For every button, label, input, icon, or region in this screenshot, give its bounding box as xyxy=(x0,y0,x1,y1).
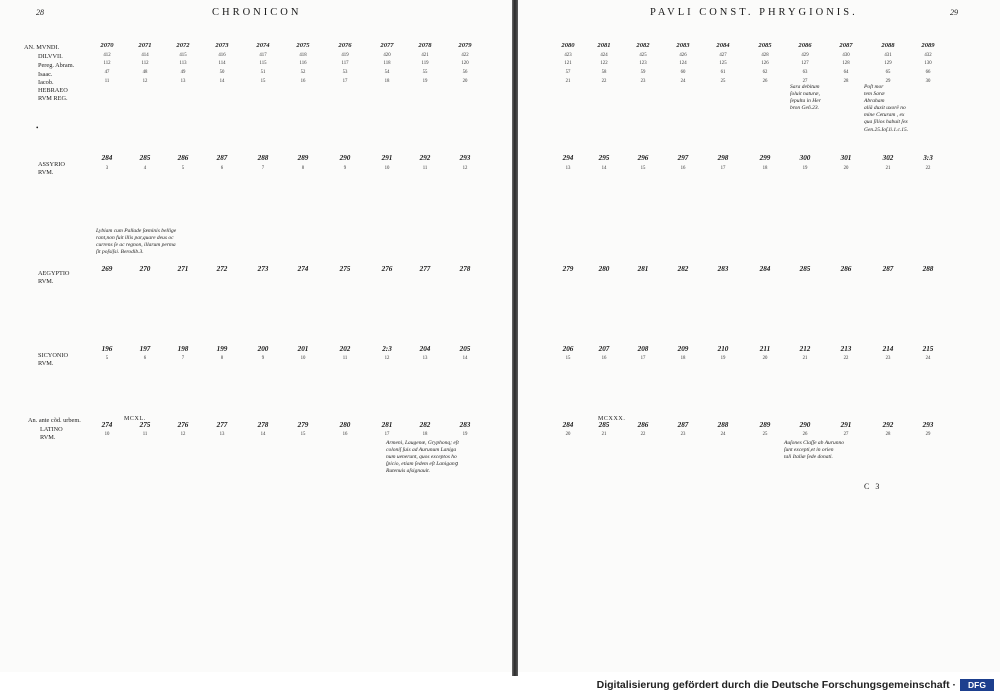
mundi-years-cell: 2070 xyxy=(100,42,114,49)
sicyon-reign-cell: 18 xyxy=(680,356,686,361)
latin-reign-cell: 27 xyxy=(843,432,849,437)
iacob-years-cell: 23 xyxy=(640,79,646,84)
assyrian-reign-cell: 13 xyxy=(565,166,571,171)
printed-mark: • xyxy=(36,124,39,132)
iacob-years-cell: 29 xyxy=(885,79,891,84)
diluvii-years-cell: 412 xyxy=(103,53,111,58)
sicyon-years-cell: 212 xyxy=(799,345,811,353)
sicyon-reign-cell: 15 xyxy=(565,356,571,361)
latin-reign-cell: 14 xyxy=(260,432,266,437)
assyrian-reign-cell: 9 xyxy=(343,166,347,171)
egypt-note: Lybiam cum Pallade ſœminis bellige rant,non fuit illis par,quare deus oc currens ſe ac regnon, illarum perma ſit poſsiſsi. Berodib.3. xyxy=(96,228,177,256)
mundi-years-cell: 2076 xyxy=(338,42,352,49)
assyrian-years-cell: 300 xyxy=(799,154,811,162)
pereg-years-cell: 128 xyxy=(842,61,850,66)
assyrian-years-cell: 290 xyxy=(339,154,351,162)
egypt-years-cell: 280 xyxy=(598,265,610,273)
egypt-years-cell: 271 xyxy=(177,265,189,273)
label-assyriorum: ASSYRIO RVM. xyxy=(38,161,65,176)
iacob-years-cell: 21 xyxy=(565,79,571,84)
sicyon-years-cell: 205 xyxy=(459,345,471,353)
sara-note: Sara debitum ſoluit naturæ, ſepulta in Her bron Geñ.23. xyxy=(790,84,821,112)
isaac-years-cell: 54 xyxy=(384,70,390,75)
egypt-years-cell: 279 xyxy=(562,265,574,273)
diluvii-years-cell: 423 xyxy=(564,53,572,58)
assyrian-reign-cell: 11 xyxy=(422,166,428,171)
running-title: CHRONICON xyxy=(212,7,302,18)
page-number: 28 xyxy=(36,8,44,17)
label-iacob: Iacob. xyxy=(38,79,54,86)
sicyon-years-cell: 198 xyxy=(177,345,189,353)
assyrian-reign-cell: 19 xyxy=(802,166,808,171)
assyrian-years-cell: 286 xyxy=(177,154,189,162)
diluvii-years-cell: 426 xyxy=(679,53,687,58)
latin-years-cell: 274 xyxy=(101,421,113,429)
label-diluvii: DILVVII. xyxy=(38,53,63,60)
egypt-years-cell: 270 xyxy=(139,265,151,273)
pereg-years-cell: 112 xyxy=(103,61,111,66)
sicyon-reign-cell: 12 xyxy=(384,356,390,361)
sicyon-years-cell: 197 xyxy=(139,345,151,353)
pereg-years-cell: 129 xyxy=(884,61,892,66)
egypt-years-cell: 272 xyxy=(216,265,228,273)
assyrian-reign-cell: 20 xyxy=(843,166,849,171)
egypt-years-cell: 277 xyxy=(419,265,431,273)
latin-years-cell: 281 xyxy=(381,421,393,429)
assyrian-reign-cell: 10 xyxy=(384,166,390,171)
sicyon-reign-cell: 19 xyxy=(720,356,726,361)
latin-years-cell: 279 xyxy=(297,421,309,429)
latin-years-cell: 283 xyxy=(459,421,471,429)
running-title: PAVLI CONST. PHRYGIONIS. xyxy=(650,7,858,18)
label-peregrinatio-abrami: Pereg. Abram. xyxy=(38,62,75,69)
sicyon-reign-cell: 10 xyxy=(300,356,306,361)
iacob-years-cell: 25 xyxy=(720,79,726,84)
sicyon-reign-cell: 9 xyxy=(261,356,265,361)
isaac-years-cell: 50 xyxy=(219,70,225,75)
isaac-years-cell: 57 xyxy=(565,70,571,75)
sicyon-years-cell: 215 xyxy=(922,345,934,353)
iacob-years-cell: 30 xyxy=(925,79,931,84)
assyrian-years-cell: 293 xyxy=(459,154,471,162)
latin-note: Armeni, Laugenœ, Gryphonq; eſt coloniſ ſuis ad Aurunum Laniga num uenerunt, quos exceptos ho ſpicio, etiam ſedem eſt Laniganꝯ Rutenuis aſsignauit. xyxy=(386,440,459,475)
assyrian-reign-cell: 22 xyxy=(925,166,931,171)
latin-years-cell: 275 xyxy=(139,421,151,429)
pereg-years-cell: 119 xyxy=(421,61,429,66)
pereg-years-cell: 123 xyxy=(639,61,647,66)
latin-years-cell: 284 xyxy=(562,421,574,429)
page-number: 29 xyxy=(950,8,958,17)
assyrian-reign-cell: 12 xyxy=(462,166,468,171)
sicyon-years-cell: 210 xyxy=(717,345,729,353)
latin-reign-cell: 29 xyxy=(925,432,931,437)
pereg-years-cell: 124 xyxy=(679,61,687,66)
latin-reign-cell: 24 xyxy=(720,432,726,437)
assyrian-reign-cell: 3 xyxy=(105,166,109,171)
assyrian-years-cell: 299 xyxy=(759,154,771,162)
pereg-years-cell: 118 xyxy=(383,61,391,66)
pereg-years-cell: 116 xyxy=(299,61,307,66)
isaac-years-cell: 51 xyxy=(260,70,266,75)
sicyon-years-cell: 202 xyxy=(339,345,351,353)
iacob-years-cell: 16 xyxy=(300,79,306,84)
latin-reign-cell: 15 xyxy=(300,432,306,437)
assyrian-years-cell: 297 xyxy=(677,154,689,162)
iacob-years-cell: 20 xyxy=(462,79,468,84)
isaac-years-cell: 63 xyxy=(802,70,808,75)
roman-numeral: MCXXX. xyxy=(598,416,626,422)
latin-reign-cell: 25 xyxy=(762,432,768,437)
latin-years-cell: 285 xyxy=(598,421,610,429)
assyrian-reign-cell: 5 xyxy=(181,166,185,171)
pereg-years-cell: 117 xyxy=(341,61,349,66)
diluvii-years-cell: 415 xyxy=(179,53,187,58)
latin-years-cell: 290 xyxy=(799,421,811,429)
mundi-years-cell: 2080 xyxy=(561,42,575,49)
latin-years-cell: 276 xyxy=(177,421,189,429)
latin-reign-cell: 11 xyxy=(142,432,148,437)
mundi-years-cell: 2073 xyxy=(215,42,229,49)
mundi-years-cell: 2071 xyxy=(138,42,152,49)
pereg-years-cell: 127 xyxy=(801,61,809,66)
mundi-years-cell: 2072 xyxy=(176,42,190,49)
egypt-years-cell: 286 xyxy=(840,265,852,273)
latin-reign-cell: 12 xyxy=(180,432,186,437)
pereg-years-cell: 121 xyxy=(564,61,572,66)
diluvii-years-cell: 432 xyxy=(924,53,932,58)
isaac-years-cell: 64 xyxy=(843,70,849,75)
iacob-years-cell: 28 xyxy=(843,79,849,84)
mundi-years-cell: 2082 xyxy=(636,42,650,49)
isaac-years-cell: 56 xyxy=(462,70,468,75)
iacob-years-cell: 24 xyxy=(680,79,686,84)
sicyon-years-cell: 196 xyxy=(101,345,113,353)
isaac-years-cell: 48 xyxy=(142,70,148,75)
assyrian-reign-cell: 18 xyxy=(762,166,768,171)
diluvii-years-cell: 421 xyxy=(421,53,429,58)
label-anno-mundi: AN. MVNDI. xyxy=(24,44,60,51)
sicyon-reign-cell: 14 xyxy=(462,356,468,361)
mundi-years-cell: 2084 xyxy=(716,42,730,49)
diluvii-years-cell: 427 xyxy=(719,53,727,58)
assyrian-reign-cell: 17 xyxy=(720,166,726,171)
sicyon-years-cell: 2:3 xyxy=(382,345,392,353)
latin-years-cell: 286 xyxy=(637,421,649,429)
diluvii-years-cell: 430 xyxy=(842,53,850,58)
latin-years-cell: 288 xyxy=(717,421,729,429)
assyrian-years-cell: 301 xyxy=(840,154,852,162)
egypt-years-cell: 278 xyxy=(459,265,471,273)
latin-years-cell: 293 xyxy=(922,421,934,429)
assyrian-reign-cell: 21 xyxy=(885,166,891,171)
mundi-years-cell: 2081 xyxy=(597,42,611,49)
sicyon-years-cell: 209 xyxy=(677,345,689,353)
latin-years-cell: 277 xyxy=(216,421,228,429)
latin-reign-cell: 17 xyxy=(384,432,390,437)
egypt-years-cell: 287 xyxy=(882,265,894,273)
assyrian-years-cell: 289 xyxy=(297,154,309,162)
latin-reign-cell: 16 xyxy=(342,432,348,437)
assyrian-years-cell: 296 xyxy=(637,154,649,162)
pereg-years-cell: 120 xyxy=(461,61,469,66)
latin-reign-cell: 23 xyxy=(680,432,686,437)
mundi-years-cell: 2089 xyxy=(921,42,935,49)
pereg-years-cell: 126 xyxy=(761,61,769,66)
isaac-years-cell: 47 xyxy=(104,70,110,75)
assyrian-reign-cell: 15 xyxy=(640,166,646,171)
sicyon-years-cell: 200 xyxy=(257,345,269,353)
iacob-years-cell: 27 xyxy=(802,79,808,84)
latin-years-cell: 291 xyxy=(840,421,852,429)
egypt-years-cell: 285 xyxy=(799,265,811,273)
isaac-years-cell: 55 xyxy=(422,70,428,75)
dfg-logo: DFG xyxy=(960,679,994,691)
assyrian-years-cell: 295 xyxy=(598,154,610,162)
isaac-years-cell: 52 xyxy=(300,70,306,75)
assyrian-years-cell: 291 xyxy=(381,154,393,162)
egypt-years-cell: 282 xyxy=(677,265,689,273)
mundi-years-cell: 2083 xyxy=(676,42,690,49)
latin-reign-cell: 10 xyxy=(104,432,110,437)
latin-years-cell: 280 xyxy=(339,421,351,429)
latin-years-cell: 287 xyxy=(677,421,689,429)
sicyon-reign-cell: 6 xyxy=(143,356,147,361)
egypt-years-cell: 276 xyxy=(381,265,393,273)
pereg-years-cell: 122 xyxy=(600,61,608,66)
left-page xyxy=(0,0,512,672)
assyrian-reign-cell: 4 xyxy=(143,166,147,171)
pereg-years-cell: 125 xyxy=(719,61,727,66)
egypt-years-cell: 281 xyxy=(637,265,649,273)
sicyon-years-cell: 211 xyxy=(759,345,771,353)
iacob-years-cell: 26 xyxy=(762,79,768,84)
label-aegyptiorum: AEGYPTIO RVM. xyxy=(38,270,70,285)
latin-years-cell: 278 xyxy=(257,421,269,429)
diluvii-years-cell: 419 xyxy=(341,53,349,58)
sicyon-reign-cell: 20 xyxy=(762,356,768,361)
assyrian-reign-cell: 6 xyxy=(220,166,224,171)
isaac-years-cell: 65 xyxy=(885,70,891,75)
sicyon-years-cell: 208 xyxy=(637,345,649,353)
pereg-years-cell: 113 xyxy=(179,61,187,66)
iacob-years-cell: 12 xyxy=(142,79,148,84)
assyrian-years-cell: 288 xyxy=(257,154,269,162)
mundi-years-cell: 2079 xyxy=(458,42,472,49)
sicyon-reign-cell: 8 xyxy=(220,356,224,361)
sicyon-reign-cell: 13 xyxy=(422,356,428,361)
egypt-years-cell: 283 xyxy=(717,265,729,273)
assyrian-reign-cell: 8 xyxy=(301,166,305,171)
latin-years-cell: 292 xyxy=(882,421,894,429)
sicyon-reign-cell: 21 xyxy=(802,356,808,361)
sicyon-reign-cell: 16 xyxy=(601,356,607,361)
diluvii-years-cell: 418 xyxy=(299,53,307,58)
mundi-years-cell: 2074 xyxy=(256,42,270,49)
sicyon-reign-cell: 17 xyxy=(640,356,646,361)
assyrian-years-cell: 294 xyxy=(562,154,574,162)
diluvii-years-cell: 417 xyxy=(259,53,267,58)
sicyon-reign-cell: 7 xyxy=(181,356,185,361)
sicyon-years-cell: 199 xyxy=(216,345,228,353)
egypt-years-cell: 274 xyxy=(297,265,309,273)
diluvii-years-cell: 428 xyxy=(761,53,769,58)
latin-reign-cell: 26 xyxy=(802,432,808,437)
iacob-years-cell: 13 xyxy=(180,79,186,84)
mundi-years-cell: 2077 xyxy=(380,42,394,49)
footer-bar xyxy=(0,676,1000,694)
egypt-years-cell: 269 xyxy=(101,265,113,273)
assyrian-reign-cell: 7 xyxy=(261,166,265,171)
egypt-years-cell: 284 xyxy=(759,265,771,273)
label-sicyoniorum: SICYONIO RVM. xyxy=(38,352,69,367)
mundi-years-cell: 2075 xyxy=(296,42,310,49)
latin-reign-cell: 28 xyxy=(885,432,891,437)
sicyon-years-cell: 214 xyxy=(882,345,894,353)
sicyon-reign-cell: 22 xyxy=(843,356,849,361)
latin-years-cell: 289 xyxy=(759,421,771,429)
isaac-years-cell: 59 xyxy=(640,70,646,75)
label-isaac: Isaac. xyxy=(38,71,53,78)
pereg-years-cell: 114 xyxy=(218,61,226,66)
latin-reign-cell: 21 xyxy=(601,432,607,437)
mundi-years-cell: 2085 xyxy=(758,42,772,49)
egypt-years-cell: 273 xyxy=(257,265,269,273)
pereg-years-cell: 130 xyxy=(924,61,932,66)
assyrian-reign-cell: 16 xyxy=(680,166,686,171)
diluvii-years-cell: 424 xyxy=(600,53,608,58)
assyrian-years-cell: 302 xyxy=(882,154,894,162)
roman-numeral: MCXL. xyxy=(124,416,146,422)
sicyon-reign-cell: 24 xyxy=(925,356,931,361)
sicyon-years-cell: 213 xyxy=(840,345,852,353)
assyrian-years-cell: 292 xyxy=(419,154,431,162)
abraham-note: Poſt mor tem Saræ Abraham aliā duxit uxorē no mine Ceturam , ex qua ſilios habuit ſex Gen.25.Ioſ.li.1.c.15. xyxy=(864,84,909,133)
isaac-years-cell: 60 xyxy=(680,70,686,75)
isaac-years-cell: 62 xyxy=(762,70,768,75)
latin-reign-cell: 22 xyxy=(640,432,646,437)
mundi-years-cell: 2088 xyxy=(881,42,895,49)
latin-years-cell: 282 xyxy=(419,421,431,429)
ausones-note: Auſones Claſſe ab Aurunno ſunt excepti,et in orien tali Italiæ ſede donati. xyxy=(784,440,844,461)
sicyon-years-cell: 204 xyxy=(419,345,431,353)
latin-reign-cell: 18 xyxy=(422,432,428,437)
assyrian-years-cell: 298 xyxy=(717,154,729,162)
iacob-years-cell: 18 xyxy=(384,79,390,84)
label-ante-conditam-urbem: An. ante cõd. urbem. xyxy=(28,417,81,424)
assyrian-years-cell: 3:3 xyxy=(923,154,933,162)
iacob-years-cell: 17 xyxy=(342,79,348,84)
diluvii-years-cell: 429 xyxy=(801,53,809,58)
label-hebraeorum-reges: HEBRAEO RVM REG. xyxy=(38,87,68,102)
diluvii-years-cell: 414 xyxy=(141,53,149,58)
isaac-years-cell: 61 xyxy=(720,70,726,75)
assyrian-years-cell: 285 xyxy=(139,154,151,162)
iacob-years-cell: 11 xyxy=(104,79,110,84)
iacob-years-cell: 22 xyxy=(601,79,607,84)
mundi-years-cell: 2086 xyxy=(798,42,812,49)
sicyon-years-cell: 206 xyxy=(562,345,574,353)
diluvii-years-cell: 416 xyxy=(218,53,226,58)
signature-mark: C 3 xyxy=(864,482,882,491)
sicyon-reign-cell: 11 xyxy=(342,356,348,361)
assyrian-years-cell: 284 xyxy=(101,154,113,162)
isaac-years-cell: 53 xyxy=(342,70,348,75)
right-page xyxy=(518,0,1000,672)
latin-reign-cell: 13 xyxy=(219,432,225,437)
diluvii-years-cell: 431 xyxy=(884,53,892,58)
iacob-years-cell: 14 xyxy=(219,79,225,84)
funding-notice: Digitalisierung gefördert durch die Deutsche Forschungsgemeinschaft · xyxy=(596,679,956,691)
diluvii-years-cell: 425 xyxy=(639,53,647,58)
mundi-years-cell: 2078 xyxy=(418,42,432,49)
sicyon-years-cell: 201 xyxy=(297,345,309,353)
sicyon-reign-cell: 5 xyxy=(105,356,109,361)
iacob-years-cell: 19 xyxy=(422,79,428,84)
assyrian-reign-cell: 14 xyxy=(601,166,607,171)
egypt-years-cell: 275 xyxy=(339,265,351,273)
isaac-years-cell: 66 xyxy=(925,70,931,75)
isaac-years-cell: 58 xyxy=(601,70,607,75)
latin-reign-cell: 19 xyxy=(462,432,468,437)
mundi-years-cell: 2087 xyxy=(839,42,853,49)
label-latinorum: LATINO RVM. xyxy=(40,426,63,441)
assyrian-years-cell: 287 xyxy=(216,154,228,162)
diluvii-years-cell: 420 xyxy=(383,53,391,58)
diluvii-years-cell: 422 xyxy=(461,53,469,58)
iacob-years-cell: 15 xyxy=(260,79,266,84)
latin-reign-cell: 20 xyxy=(565,432,571,437)
sicyon-years-cell: 207 xyxy=(598,345,610,353)
pereg-years-cell: 112 xyxy=(141,61,149,66)
egypt-years-cell: 288 xyxy=(922,265,934,273)
isaac-years-cell: 49 xyxy=(180,70,186,75)
pereg-years-cell: 115 xyxy=(259,61,267,66)
sicyon-reign-cell: 23 xyxy=(885,356,891,361)
